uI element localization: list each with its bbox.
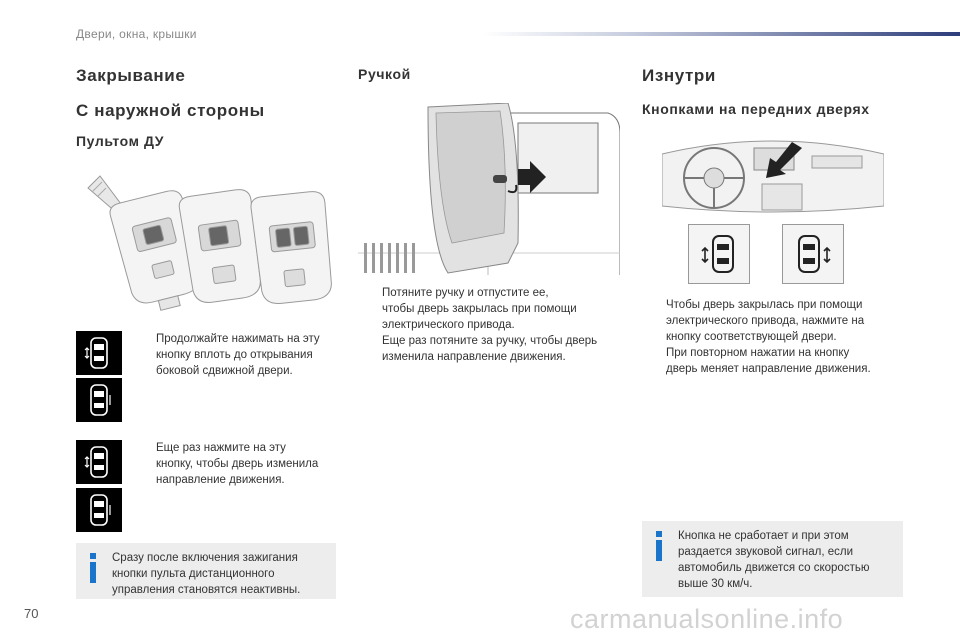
car-door-icon xyxy=(76,331,122,375)
car-door-icon xyxy=(699,232,739,276)
watermark: carmanualsonline.info xyxy=(570,604,844,634)
bullet-remote-1: Продолжайте нажимать на эту кнопку вплоть до открывания боковой сдвижной двери. xyxy=(156,333,320,377)
header-accent-bar xyxy=(482,32,960,36)
front-door-button-right xyxy=(782,224,844,284)
bullet-remote-2: Еще раз нажмите на эту кнопку, чтобы дверь изменила направление движения. xyxy=(156,442,319,486)
bullet-inside-1: Чтобы дверь закрылась при помощи электрического привода, нажмите на кнопку соответствующей двери. При повторном нажатии на кнопку дверь меняет направление движения. xyxy=(666,299,871,375)
info-icon xyxy=(652,531,666,561)
car-door-icon xyxy=(76,378,122,422)
info-icon xyxy=(86,553,100,583)
section-subtitle-outside: С наружной стороны xyxy=(76,101,265,120)
section-title-handle: Ручкой xyxy=(358,66,411,82)
dashboard-icon xyxy=(662,134,884,218)
bullet-handle-1: Потяните ручку и отпустите ее, чтобы дверь закрылась при помощи электрического привода. Еще раз потяните за ручку, чтобы дверь изменила направление движения. xyxy=(382,287,598,363)
section-title-closing: Закрывание xyxy=(76,66,186,85)
subsection-front-door-buttons: Кнопками на передних дверях xyxy=(642,101,870,117)
key-fob-icon xyxy=(78,168,338,318)
section-title-inside: Изнутри xyxy=(642,66,716,85)
page-number: 70 xyxy=(24,606,39,621)
front-door-button-left xyxy=(688,224,750,284)
info-note-inside: Кнопка не сработает и при этом раздается звуковой сигнал, если автомобиль движется со скоростью выше 30 км/ч. xyxy=(642,521,903,597)
info-note-remote: Сразу после включения зажигания кнопки пульта дистанционного управления становятся неактивны. xyxy=(76,543,336,599)
car-door-icon xyxy=(76,440,122,484)
subsection-remote: Пультом ДУ xyxy=(76,133,165,149)
sliding-door-icon xyxy=(358,103,620,275)
section-header: Двери, окна, крышки xyxy=(76,27,197,41)
car-door-icon xyxy=(793,232,833,276)
car-door-icon xyxy=(76,488,122,532)
